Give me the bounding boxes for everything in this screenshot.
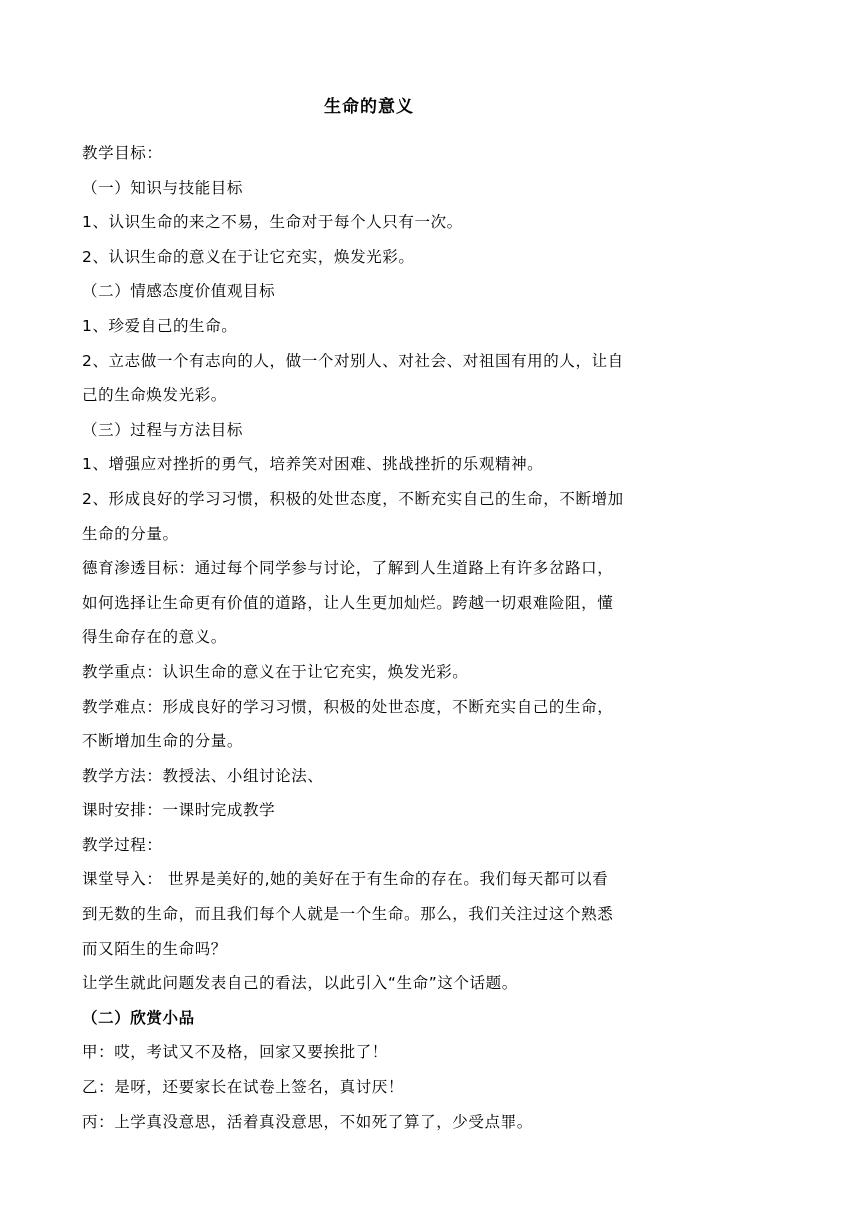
text-line: 教学难点：形成良好的学习习惯，积极的处世态度，不断充实自己的生命， — [82, 697, 614, 716]
text-line: 教学方法：教授法、小组讨论法、 — [82, 766, 324, 785]
text-line: 课时安排：一课时完成教学 — [82, 801, 276, 820]
text-line: 得生命存在的意义。 — [82, 628, 227, 647]
text-line: 教学过程： — [82, 835, 163, 854]
text-line: 如何选择让生命更有价值的道路，让人生更加灿烂。跨越一切艰难险阻，懂 — [82, 593, 614, 612]
text-line: 不断增加生命的分量。 — [82, 732, 244, 751]
text-line: 丙：上学真没意思，活着真没意思，不如死了算了，少受点罪。 — [82, 1112, 533, 1131]
text-line: 生命的分量。 — [82, 524, 179, 543]
text-line: 乙：是呀，还要家长在试卷上签名，真讨厌！ — [82, 1078, 405, 1097]
text-line: 德育渗透目标：通过每个同学参与讨论，了解到人生道路上有许多岔路口， — [82, 559, 614, 578]
text-line: 而又陌生的生命吗？ — [82, 939, 227, 958]
text-line: 教学目标： — [82, 144, 163, 162]
document-title: 生命的意义 — [324, 97, 414, 117]
text-line: （一）知识与技能目标 — [82, 178, 244, 197]
document-body — [82, 136, 664, 1139]
text-line: 教学重点：认识生命的意义在于让它充实，焕发光彩。 — [82, 662, 469, 681]
text-line: 1、珍爱自己的生命。 — [82, 316, 238, 335]
text-line: （二）情感态度价值观目标 — [82, 282, 276, 301]
text-line: 己的生命焕发光彩。 — [82, 386, 227, 405]
section-heading: （二）欣赏小品 — [82, 1008, 195, 1027]
text-line: 到无数的生命，而且我们每个人就是一个生命。那么，我们关注过这个熟悉 — [82, 905, 614, 924]
text-line: 2、认识生命的意义在于让它充实，焕发光彩。 — [82, 247, 415, 266]
text-line: 让学生就此问题发表自己的看法，以此引入“生命”这个话题。 — [82, 974, 518, 993]
text-line: 1、认识生命的来之不易，生命对于每个人只有一次。 — [82, 213, 463, 232]
text-line: 2、立志做一个有志向的人，做一个对别人、对社会、对祖国有用的人，让自 — [82, 351, 624, 370]
text-line: （三）过程与方法目标 — [82, 420, 244, 439]
text-line: 1、增强应对挫折的勇气，培养笑对困难、挑战挫折的乐观精神。 — [82, 455, 544, 474]
text-line: 甲：哎，考试又不及格，回家又要挨批了！ — [82, 1043, 388, 1062]
text-line: 2、形成良好的学习习惯，积极的处世态度，不断充实自己的生命，不断增加 — [82, 489, 624, 508]
text-line: 课堂导入： 世界是美好的,她的美好在于有生命的存在。我们每天都可以看 — [82, 870, 609, 889]
